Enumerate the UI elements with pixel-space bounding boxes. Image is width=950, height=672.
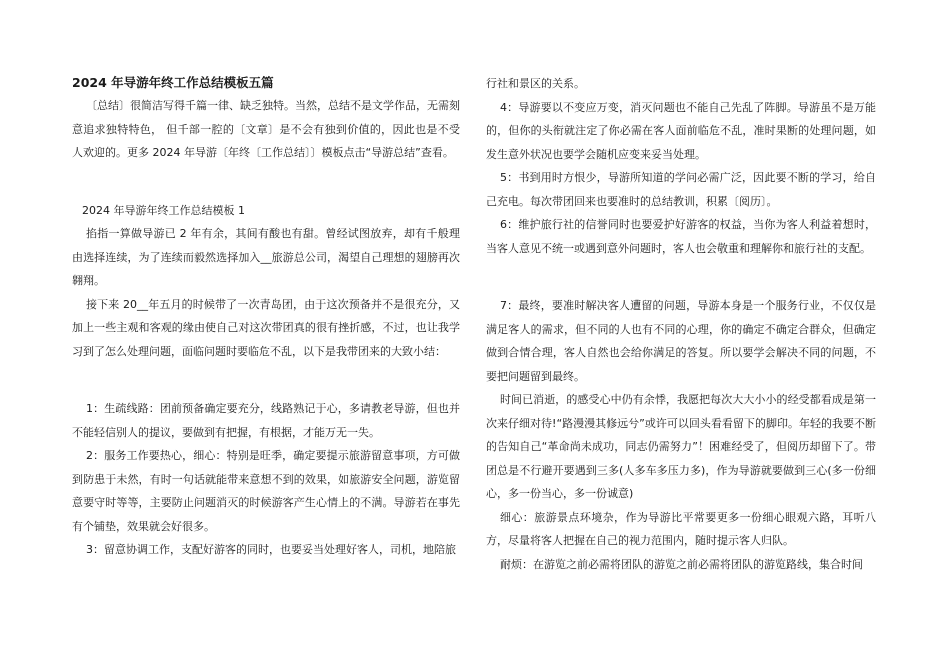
list-item-7: 7：最终，要准时解决客人遭留的问题，导游本身是一个服务行业，不仅仅是满足客人的需求，但不同的人也有不同的心理，你的确定不确定合群众，但确定做到合情合理，客人自然也会给你满足的答复。所以要学会解决不同的问题，不要把问题留到最终。 xyxy=(486,299,876,383)
paragraph-patience: 耐烦：在游览之前必需将团队的游览之前必需将团队的游览路线，集合时间 xyxy=(500,557,863,571)
list-item-4: 4：导游要以不变应万变，消灭问题也不能自己先乱了阵脚。导游虽不是万能的，但你的头衔就注定了你必需在客人面前临危不乱，准时果断的处理问题，如发生意外状况也要学会随机应变来妥当处理。 xyxy=(486,100,876,161)
continued-text: 行社和景区的关系。 xyxy=(486,77,585,90)
left-column xyxy=(72,0,460,562)
paragraph-reflection: 时间已消逝，的感受心中仍有余悸，我愿把每次大大小小的经受都看成是第一次来仔细对待!“路漫漫其修远兮”或许可以回头看看留下的脚印。年轻的我要不断的告知自己“革命尚未成功，同志仍需努力”！困难经受了，但阅历却留下了。带团总是不行避开要遇到三多(人多车多压力多)，作为导游就要做到三心(多一份细心，多一份当心，多一份诚意) xyxy=(486,393,876,500)
list-item-5: 5：书到用时方恨少，导游所知道的学问必需广泛，因此要不断的学习，给自己充电。每次带团回来也要准时的总结教训，积累〔阅历〕。 xyxy=(486,171,876,208)
spacer xyxy=(72,363,460,397)
list-item-1: 1：生疏线路：团前预备确定要充分，线路熟记于心，多请教老导游，但也并不能轻信别人的提议，要做到有把握，有根据，才能万无一失。 xyxy=(72,402,460,439)
spacer xyxy=(72,165,460,199)
paragraph-qingdao: 接下来 20__年五月的时候带了一次青岛团，由于这次预备并不是很充分，又加上一些主观和客观的缘由使自己对这次带团真的很有挫折感，不过，也让我学习到了怎么处理问题，面临问题时要临危不乱，以下是我带团来的大致小结： xyxy=(72,297,460,358)
section-heading: 2024 年导游年终工作总结模板 1 xyxy=(82,203,245,217)
list-item-6: 6：维护旅行社的信誉同时也要爱护好游客的权益，当你为客人利益着想时，当客人意见不统一或遇到意外问题时，客人也会敬重和理解你和旅行社的支配。 xyxy=(486,218,876,255)
list-item-2: 2：服务工作要热心，细心：特别是旺季，确定要提示旅游留意事项，方可做到防患于未然，有时一句话就能带来意想不到的效果，如旅游安全问题，游览留意要守时等等，主要防止问题消灭的时候游客产生心情上的不满。导游若在事先有个铺垫，效果就会好很多。 xyxy=(72,449,460,533)
paragraph-attentive: 细心：旅游景点环境杂，作为导游比平常要更多一份细心眼观六路，耳听八方，尽量将客人把握在自己的视力范围内，随时提示客人归队。 xyxy=(486,510,876,547)
document-title: 2024 年导游年终工作总结模板五篇 xyxy=(72,75,274,90)
intro-paragraph: 〔总结〕很简洁写得千篇一律、缺乏独特。当然，总结不是文学作品，无需刻意追求独特特色， 但千部一腔的〔文章〕是不会有独到价值的，因此也是不受人欢迎的。更多 2024 年导游〔年终〔工作总结〕〕模板点击“导游总结”查看。 xyxy=(72,99,460,159)
spacer xyxy=(486,260,876,294)
paragraph-experience: 掐指一算做导游已 2 年有余，其间有酸也有甜。曾经试图放弃，却有千般理由选择连续，为了连续而毅然选择加入__旅游总公司，渴望自己理想的翅膀再次翱翔。 xyxy=(72,227,460,287)
list-item-3: 3：留意协调工作，支配好游客的同时，也要妥当处理好客人，司机，地陪旅 xyxy=(86,543,456,556)
right-column xyxy=(486,0,876,576)
